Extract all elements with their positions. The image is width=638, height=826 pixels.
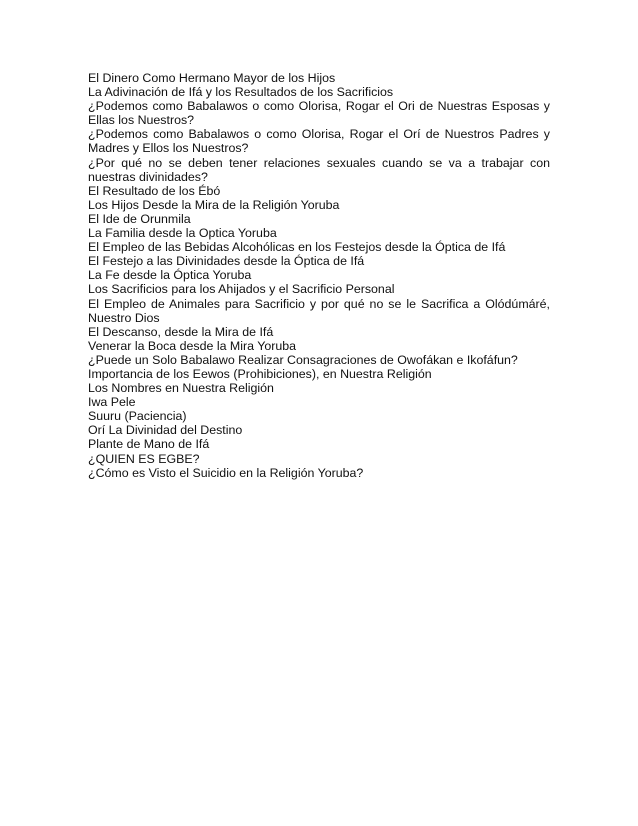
topic-item: Plante de Mano de Ifá: [88, 437, 210, 452]
topic-item: Importancia de los Eewos (Prohibiciones), en Nuestra Religión: [88, 366, 432, 381]
topic-item: ¿Puede un Solo Babalawo Realizar Consagraciones de Owofákan e Ikofáfun?: [88, 352, 518, 367]
topic-item: ¿Por qué no se deben tener relaciones sexuales cuando se va a trabajar con nuestras divinidades?: [88, 155, 550, 184]
topic-item: Los Sacrificios para los Ahijados y el Sacrificio Personal: [88, 282, 395, 297]
topic-item: El Festejo a las Divinidades desde la Óptica de Ifá: [88, 254, 365, 269]
topic-item: El Dinero Como Hermano Mayor de los Hijos: [88, 71, 336, 85]
topic-list: [88, 71, 550, 480]
topic-item: Los Nombres en Nuestra Religión: [88, 381, 274, 396]
topic-item: La Fe desde la Óptica Yoruba: [88, 268, 252, 283]
topic-item: ¿Podemos como Babalawos o como Olorisa, Rogar el Orí de Nuestros Padres y Madres y Ellos los Nuestros?: [88, 127, 550, 156]
topic-item: La Familia desde la Optica Yoruba: [88, 226, 277, 241]
topic-item: El Ide de Orunmila: [88, 211, 191, 226]
topic-item: El Empleo de Animales para Sacrificio y por qué no se le Sacrifica a Olódúmáré, Nuestro Dios: [88, 296, 550, 325]
topic-item: Iwa Pele: [88, 395, 136, 410]
topic-item: Los Hijos Desde la Mira de la Religión Yoruba: [88, 197, 340, 212]
topic-item: La Adivinación de Ifá y los Resultados de los Sacrificios: [88, 85, 394, 100]
topic-item: El Resultado de los Ébó: [88, 183, 221, 198]
topic-item: Venerar la Boca desde la Mira Yoruba: [88, 338, 297, 353]
topic-item: El Descanso, desde la Mira de Ifá: [88, 324, 274, 339]
topic-item: Suuru (Paciencia): [88, 409, 187, 424]
topic-item: El Empleo de las Bebidas Alcohólicas en los Festejos desde la Óptica de Ifá: [88, 240, 506, 255]
topic-item: ¿Cómo es Visto el Suicidio en la Religión Yoruba?: [88, 465, 364, 480]
topic-item: ¿QUIEN ES EGBE?: [88, 451, 200, 466]
topic-item: ¿Podemos como Babalawos o como Olorisa, Rogar el Ori de Nuestras Esposas y Ellas los Nuestros?: [88, 99, 550, 128]
topic-item: Orí La Divinidad del Destino: [88, 423, 243, 438]
